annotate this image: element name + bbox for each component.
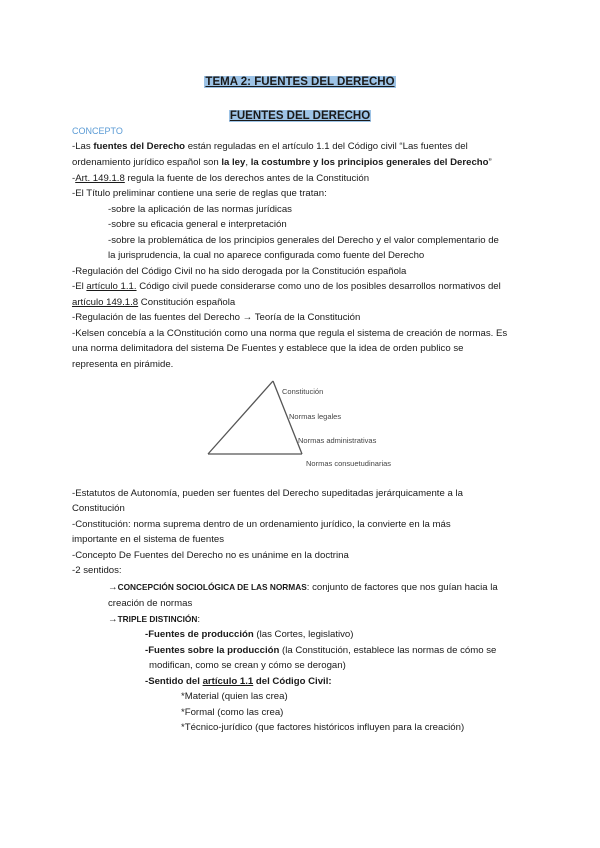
- fuentes-sobre-produccion-line2: modifican, como se crean y cómo se derogan): [149, 660, 346, 671]
- paragraph-articulo-1-1-line2: artículo 149.1.8 Constitución española: [72, 297, 236, 308]
- paragraph-concepto-doctrina: -Concepto De Fuentes del Derecho no es unánime en la doctrina: [72, 550, 349, 561]
- fuentes-de-produccion: -Fuentes de producción (las Cortes, legislativo): [145, 629, 354, 640]
- paragraph-articulo-1-1-line1: -El artículo 1.1. Código civil puede considerarse como uno de los posibles desarrollos normativos del: [72, 281, 501, 292]
- pyramid-label-normas-legales: Normas legales: [289, 412, 342, 421]
- list-item: -sobre la aplicación de las normas jurídicas: [108, 204, 292, 215]
- paragraph-fuentes-line2: ordenamiento jurídico español son la ley, la costumbre y los principios generales del Derecho”: [72, 157, 492, 168]
- paragraph-estatutos-line1: -Estatutos de Autonomía, pueden ser fuentes del Derecho supeditadas jerárquicamente a la: [72, 488, 463, 499]
- paragraph-constitucion-line1: -Constitución: norma suprema dentro de un ordenamiento jurídico, la convierte en la más: [72, 519, 451, 530]
- paragraph-art-149: -Art. 149.1.8 regula la fuente de los derechos antes de la Constitución: [72, 173, 370, 184]
- main-title: TEMA 2: FUENTES DEL DERECHO: [205, 76, 395, 88]
- paragraph-fuentes-line1: -Las fuentes del Derecho están reguladas en el artículo 1.1 del Código civil “Las fuentes del: [72, 141, 468, 152]
- paragraph-estatutos-line2: Constitución: [72, 503, 125, 514]
- paragraph-regulacion-cc: -Regulación del Código Civil no ha sido derogada por la Constitución española: [72, 266, 407, 277]
- pyramid-label-normas-administrativas: Normas administrativas: [298, 436, 377, 445]
- sentido-articulo-1-1: -Sentido del artículo 1.1 del Código Civil:: [145, 676, 332, 687]
- kelsen-pyramid-diagram: [205, 374, 392, 482]
- list-item: *Técnico-jurídico (que factores históricos influyen para la creación): [181, 722, 465, 733]
- concept-label: CONCEPTO: [72, 126, 123, 136]
- section-title: FUENTES DEL DERECHO: [229, 110, 371, 122]
- list-item: -sobre su eficacia general e interpretación: [108, 219, 287, 230]
- triple-distincion-heading: →TRIPLE DISTINCIÓN:: [108, 614, 201, 625]
- sentido-sociologico-line2: creación de normas: [108, 598, 193, 609]
- fuentes-sobre-produccion-line1: -Fuentes sobre la producción (la Constitución, establece las normas de cómo se: [145, 645, 497, 656]
- paragraph-kelsen-line1: -Kelsen concebía a la COnstitución como una norma que regula el sistema de creación de normas. Es: [72, 328, 508, 339]
- pyramid-label-normas-consuetudinarias: Normas consuetudinarias: [306, 459, 392, 468]
- list-item: *Material (quien las crea): [181, 691, 288, 702]
- paragraph-teoria-constitucion: -Regulación de las fuentes del Derecho → Teoría de la Constitución: [72, 312, 361, 323]
- list-item: la jurisprudencia, la cual no aparece configurada como fuente del Derecho: [108, 250, 425, 261]
- sentido-sociologico-line1: →CONCEPCIÓN SOCIOLÓGICA DE LAS NORMAS: conjunto de factores que nos guían hacia la: [108, 582, 498, 593]
- paragraph-dos-sentidos: -2 sentidos:: [72, 565, 122, 576]
- paragraph-kelsen-line2: una norma delimitadora del sistema De Fuentes y establece que la idea de orden publico se: [72, 343, 464, 354]
- pyramid-label-constitucion: Constitución: [282, 387, 324, 396]
- paragraph-titulo-preliminar: -El Título preliminar contiene una serie de reglas que tratan:: [72, 188, 327, 199]
- list-item: *Formal (como las crea): [181, 707, 284, 718]
- paragraph-kelsen-line3: representa en pirámide.: [72, 359, 174, 370]
- pyramid-left-edge: [208, 381, 273, 454]
- list-item: -sobre la problemática de los principios generales del Derecho y el valor complementario de: [108, 235, 499, 246]
- paragraph-constitucion-line2: importante en el sistema de fuentes: [72, 534, 224, 545]
